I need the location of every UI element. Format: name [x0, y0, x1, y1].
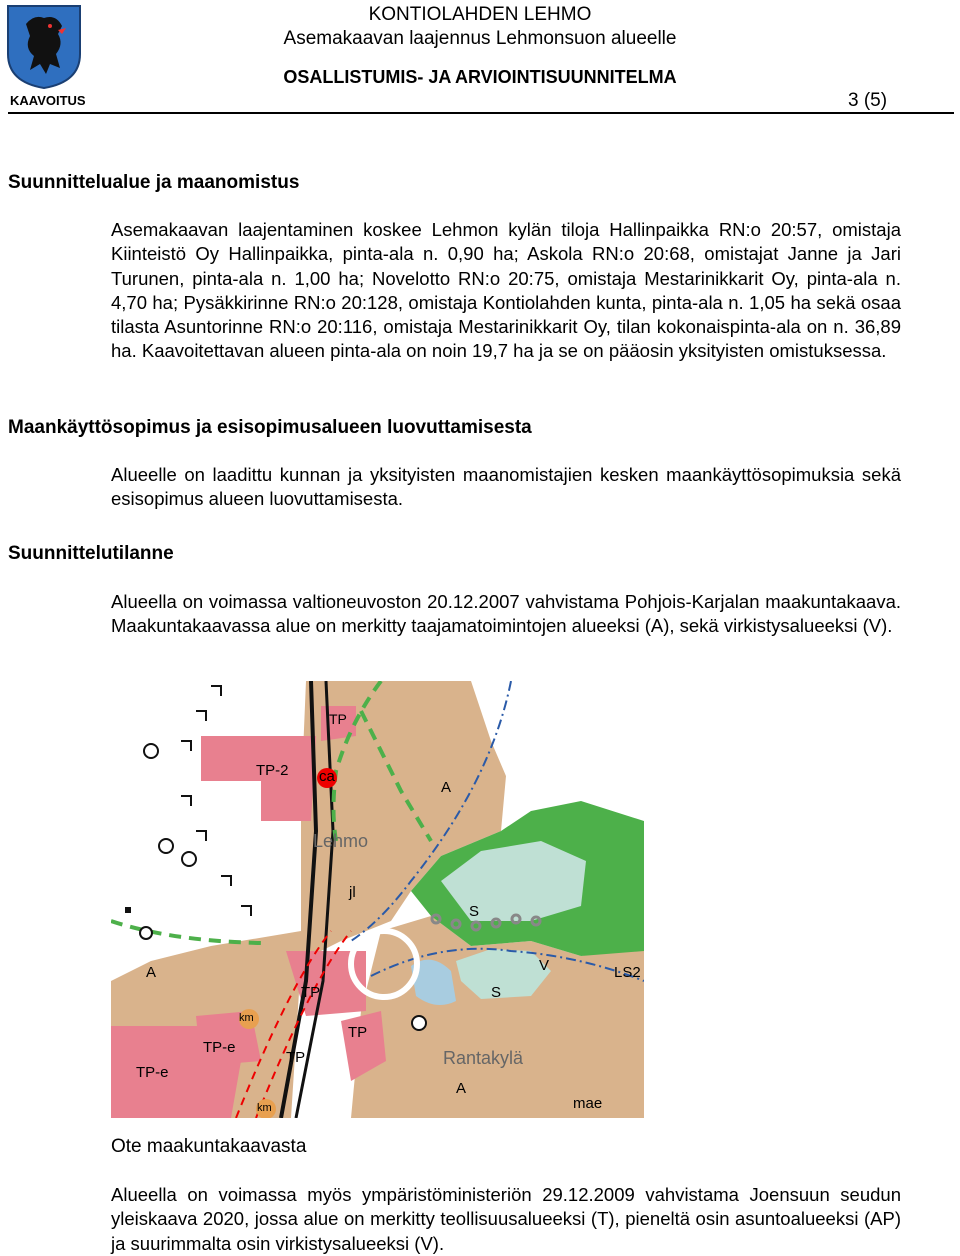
map-graphic — [111, 681, 644, 1118]
map-label-km-bottom: km — [257, 1102, 272, 1114]
heading-area: Suunnittelualue ja maanomistus — [8, 172, 300, 193]
map-square-marker — [125, 907, 131, 913]
area-paragraph: Asemakaavan laajentaminen koskee Lehmon kylän tiloja Hallinpaikka RN:o 20:57, omistaja Kiinteistö Oy Hallinpaikka, pinta-ala n. 0,90 ha; Askola RN:o 20:68, omistajat Janne ja Jari Turunen, pinta-ala n. 1,00 ha; Novelotto RN:o 20:75, omistaja Mestarinikkarit Oy, pinta-ala n. 4,70 ha; Pysäkkirinne RN:o 20:128, omistaja Kontiolahden kunta, pinta-ala n. 1,05 ha sekä osaa tilasta Asuntorinne RN:o 20:116, omistaja Mestarinikkarit Oy, tilan kokonaispinta-ala on n. 36,89 ha. Kaavoitettavan alueen pinta-ala on noin 19,7 ha ja se on pääosin yksityisten omistuksessa. — [111, 219, 901, 362]
map-label-ca: ca — [319, 768, 335, 785]
map-label-tp-low: TP — [348, 1024, 368, 1041]
map-caption: Ote maakuntakaavasta — [111, 1136, 307, 1157]
map-label-s-bottom: S — [491, 984, 502, 1001]
header-org: KONTIOLAHDEN LEHMO — [368, 4, 592, 25]
map-label-a-top: A — [441, 779, 452, 796]
map-label-v: V — [539, 957, 550, 974]
header-doc-type: OSALLISTUMIS- JA ARVIOINTISUUNNITELMA — [283, 67, 677, 87]
map-label-tpe-1: TP-e — [203, 1039, 236, 1056]
agreement-paragraph: Alueelle on laadittu kunnan ja yksityisten maanomistajien kesken maankäyttösopimuksia sekä esisopimus alueen luovuttamisesta. — [111, 464, 901, 510]
map-label-tp-rail: TP — [286, 1049, 306, 1066]
map-label-a-bottom: A — [456, 1080, 467, 1097]
map-z-marker-2 — [159, 839, 173, 853]
map-label-mae: mae — [573, 1095, 603, 1112]
situation-paragraph: Alueella on voimassa valtioneuvoston 20.12.2007 vahvistama Pohjois-Karjalan maakuntakaava. Maakuntakaavassa alue on merkitty taajamatoimintojen alueeksi (A), sekä virkistysalueeksi (V). — [111, 591, 901, 637]
map-label-s-top: S — [469, 903, 480, 920]
map-label-tp-top: TP — [329, 711, 347, 727]
map-label-a-left: A — [146, 964, 157, 981]
header-department: KAAVOITUS — [10, 93, 86, 108]
header-project: Asemakaavan laajennus Lehmonsuon alueelle — [283, 28, 677, 49]
map-z-marker-3 — [182, 852, 196, 866]
page-number: 3 (5) — [848, 90, 888, 111]
heading-situation: Suunnittelutilanne — [8, 543, 174, 564]
map-label-tp2: TP-2 — [256, 762, 289, 779]
map-z-marker-4 — [412, 1016, 426, 1030]
map-label-ls2: LS2 — [614, 964, 641, 981]
map-label-jl: jl — [349, 884, 356, 901]
map-z-marker-1 — [144, 744, 158, 758]
heading-agreement: Maankäyttösopimus ja esisopimusalueen luovuttamisesta — [8, 417, 532, 438]
map-z-marker-5 — [140, 927, 152, 939]
general-plan-paragraph: Alueella on voimassa myös ympäristöministeriön 29.12.2009 vahvistama Joensuun seudun yleiskaava 2020, jossa alue on merkitty teollisuusalueeksi (T), pieneltä osin asuntoalueeksi (AP) ja suurimmalta osin virkistysalueeksi (V). — [111, 1184, 901, 1254]
regional-plan-map — [111, 681, 644, 1118]
header-divider — [8, 112, 954, 114]
map-label-km-top: km — [239, 1012, 254, 1024]
map-label-rantakyla: Rantakylä — [443, 1048, 524, 1068]
map-label-tp-mid: TP — [301, 984, 321, 1001]
map-label-tpe-2: TP-e — [136, 1064, 169, 1081]
map-label-lehmo: Lehmo — [313, 831, 369, 851]
